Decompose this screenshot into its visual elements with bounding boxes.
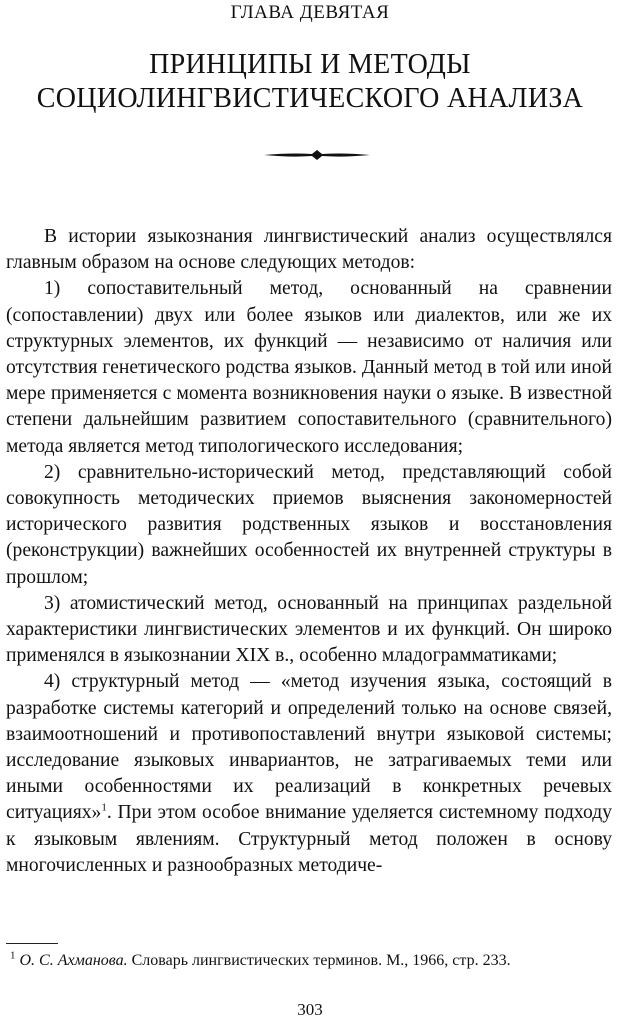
footnote-divider xyxy=(6,943,58,944)
chapter-title-line-1: ПРИНЦИПЫ И МЕТОДЫ xyxy=(149,49,471,80)
paragraph-method-4 xyxy=(6,669,612,879)
footnote-reference: 1 xyxy=(101,801,107,814)
paragraph-method-4-text: 4) структурный метод — «метод изучения языка, состоящий в разработке системы категорий и определений только на основе связей, взаимоотношений и противопоставлений внутри языковой системы; исследование языковых инвариантов, не затрагиваемых теми или иными особенностями их реализаций в конкретных речевых ситуациях» xyxy=(6,671,612,824)
fleuron-divider-icon xyxy=(262,148,372,162)
footnote-author: О. С. Ахманова. xyxy=(19,952,128,969)
footnote-text: Словарь лингвистических терминов. М., 1966, стр. 233. xyxy=(127,952,511,969)
chapter-title-line-2: СОЦИОЛИНГВИСТИЧЕСКОГО АНАЛИЗА xyxy=(36,83,584,114)
paragraph-method-1: 1) сопоставительный метод, основанный на сравнении (сопоставлении) двух или более языков или диалектов, или же их структурных элементов, их функций — независимо от наличия или отсутствия генетического родства языков. Данный метод в той или иной мере применяется с момента возникновения науки о языке. В известной степени дальнейшим развитием сопоставительного (сравнительного) метода является метод типологического исследования; xyxy=(6,278,612,457)
footnote xyxy=(6,950,612,971)
paragraph-method-4-tail: . При этом особое внимание уделяется системному подходу к языковым явлениям. Структурный метод положен в основу многочисленных и разнообразных методиче- xyxy=(6,802,612,876)
paragraph-method-3: 3) атомистический метод, основанный на принципах раздельной характеристики лингвистических элементов и их функций. Он широко применялся в языкознании XIX в., особенно младограмматиками; xyxy=(6,592,612,667)
paragraph-intro: В истории языкознания лингвистический анализ осуществлялся главным образом на основе следующих методов: xyxy=(6,226,612,274)
chapter-title xyxy=(20,48,600,116)
paragraph-method-2: 2) сравнительно-исторический метод, представляющий собой совокупность методических приемов выяснения закономерностей исторического развития родственных языков и восстановления (реконструкции) важнейших особенностей их внутренней структуры в прошлом; xyxy=(6,461,612,588)
chapter-label: ГЛАВА ДЕВЯТАЯ xyxy=(230,2,390,23)
body-text xyxy=(6,224,612,879)
footnote-marker: 1 xyxy=(10,949,16,962)
page-number: 303 xyxy=(297,1000,323,1019)
